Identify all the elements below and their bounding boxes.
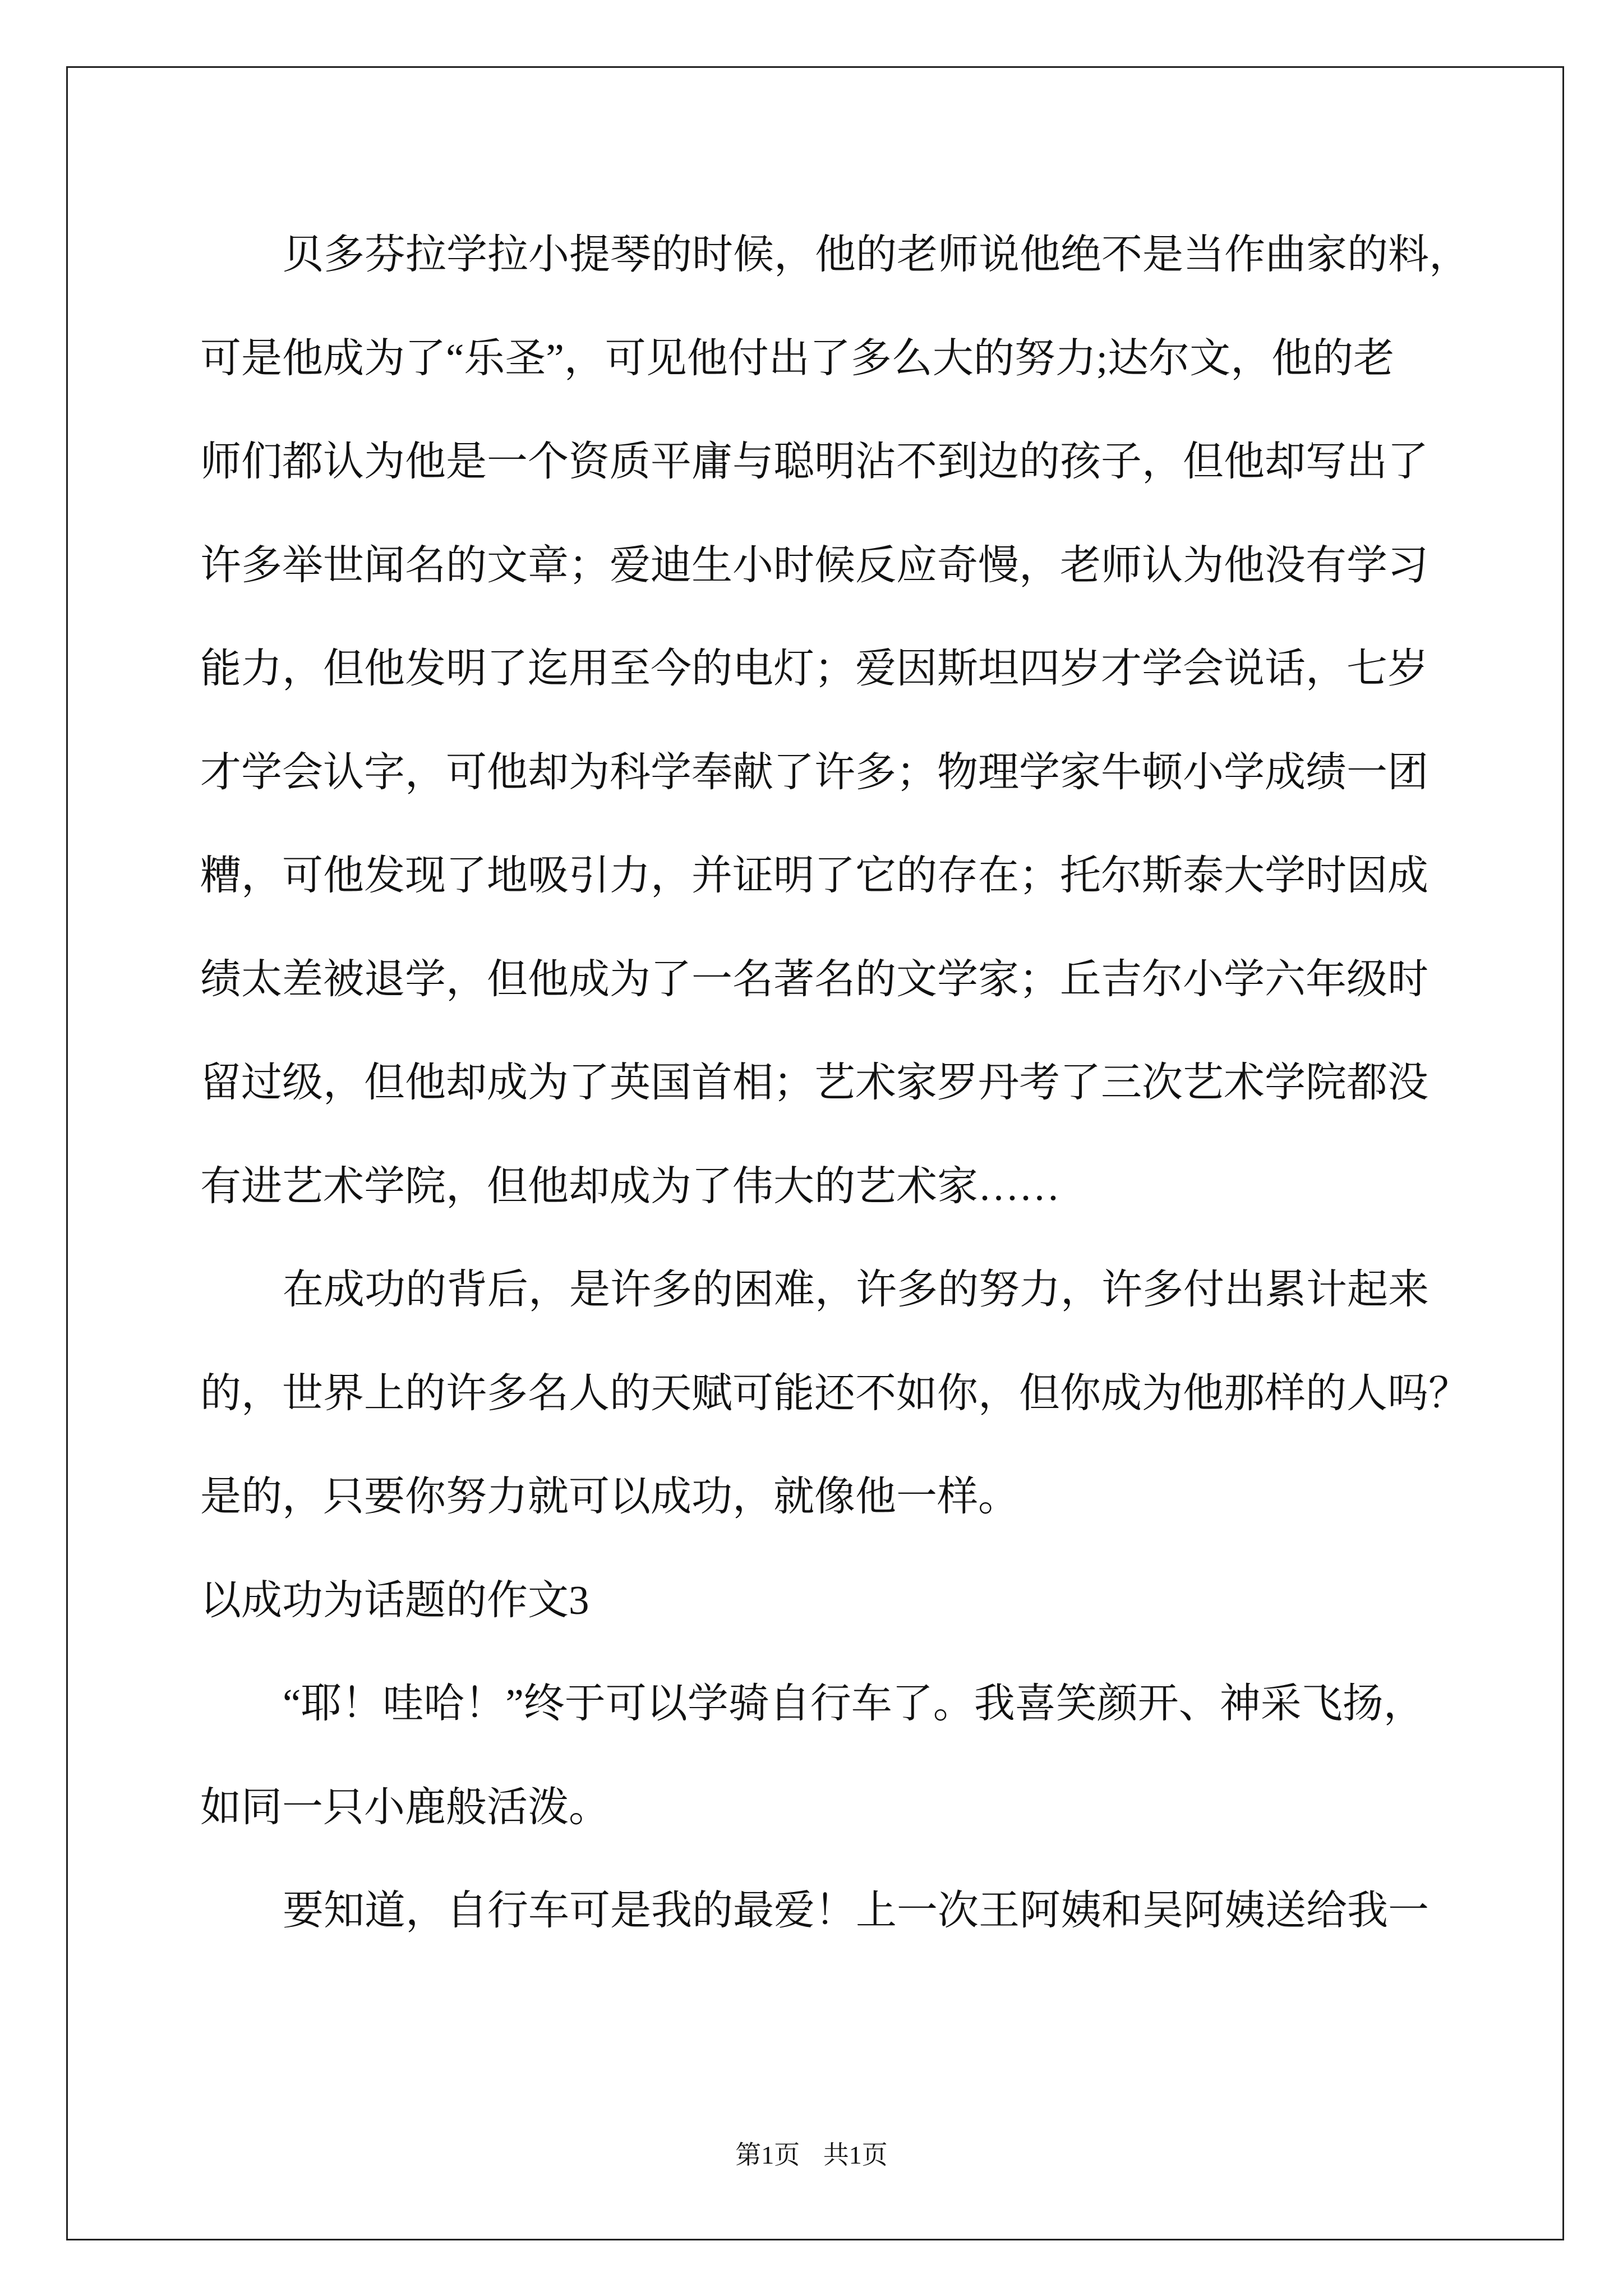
text-line: 的，世界上的许多名人的天赋可能还不如你，但你成为他那样的人吗？ bbox=[200, 1370, 1469, 1416]
text-line: 是的，只要你努力就可以成功，就像他一样。 bbox=[200, 1474, 1019, 1519]
text-line: “耶！哇哈！”终于可以学骑自行车了。我喜笑颜开、神采飞扬， bbox=[283, 1681, 1424, 1726]
text-line: 糟，可他发现了地吸引力，并证明了它的存在；托尔斯泰大学时因成 bbox=[200, 853, 1428, 898]
text-line: 有进艺术学院，但他却成为了伟大的艺术家…… bbox=[200, 1163, 1060, 1209]
text-line: 许多举世闻名的文章；爱迪生小时候反应奇慢，老师认为他没有学习 bbox=[200, 542, 1428, 588]
page-footer: 第1页 共1页 bbox=[735, 2141, 888, 2169]
paragraph bbox=[200, 1238, 1524, 1549]
paragraph bbox=[200, 203, 1524, 1238]
text-line: 绩太差被退学，但他成为了一名著名的文学家；丘吉尔小学六年级时 bbox=[200, 956, 1428, 1002]
text-line: 留过级，但他却成为了英国首相；艺术家罗丹考了三次艺术学院都没 bbox=[200, 1060, 1428, 1105]
text-line: 要知道，自行车可是我的最爱！上一次王阿姨和吴阿姨送给我一 bbox=[283, 1888, 1429, 1933]
document-body bbox=[200, 203, 1524, 1963]
text-line: 如同一只小鹿般活泼。 bbox=[200, 1784, 610, 1830]
text-line: 师们都认为他是一个资质平庸与聪明沾不到边的孩子，但他却写出了 bbox=[200, 439, 1428, 484]
text-line: 能力，但他发明了迄用至今的电灯；爱因斯坦四岁才学会说话，七岁 bbox=[200, 646, 1428, 691]
paragraph bbox=[200, 1652, 1524, 1859]
text-line: 贝多芬拉学拉小提琴的时候，他的老师说他绝不是当作曲家的料， bbox=[283, 232, 1470, 277]
paragraph bbox=[200, 1859, 1524, 1963]
text-line: 才学会认字，可他却为科学奉献了许多；物理学家牛顿小学成绩一团 bbox=[200, 749, 1428, 795]
text-line: 在成功的背后，是许多的困难，许多的努力，许多付出累计起来 bbox=[283, 1267, 1429, 1312]
section-heading: 以成功为话题的作文3 bbox=[200, 1577, 589, 1623]
text-line: 可是他成为了“乐圣”，可见他付出了多么大的努力;达尔文，他的老 bbox=[200, 335, 1395, 381]
